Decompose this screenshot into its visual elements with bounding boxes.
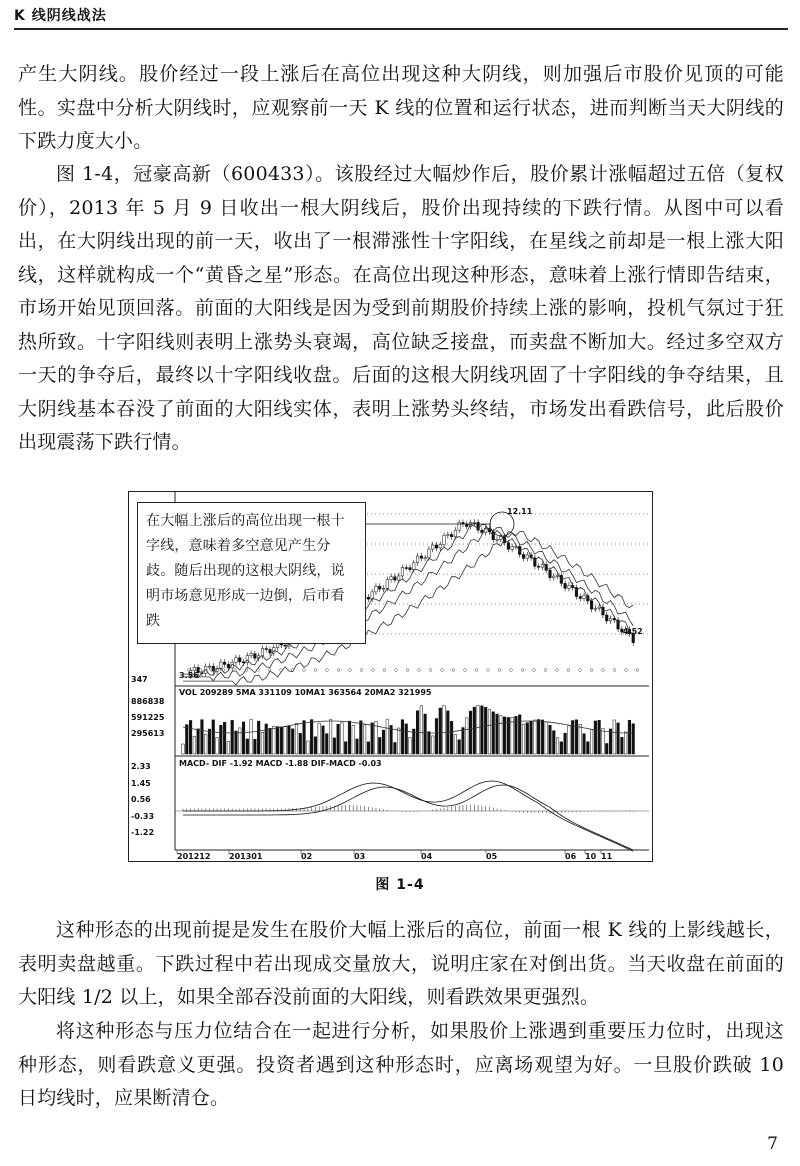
volume-bar [587,742,590,754]
volume-bar [227,741,230,754]
volume-bar [518,715,521,754]
candle-body [265,649,268,650]
event-marker [544,669,547,672]
event-marker [533,669,536,672]
macd-tick-label: 0.56 [131,795,151,804]
event-marker [464,669,467,672]
volume-bar [617,723,620,754]
volume-bar [254,739,257,754]
date-tick-label: 201212 [177,852,211,861]
event-marker [521,669,524,672]
candle-body [549,570,552,577]
volume-bar [223,722,226,754]
volume-bar [307,741,310,754]
macd-tick-label: -1.22 [131,828,155,837]
figure-caption: 图 1-4 [375,877,425,893]
volume-bar [492,712,495,754]
volume-bar [303,721,306,754]
volume-bar [295,723,298,754]
candle-body [564,583,567,588]
volume-bar [265,724,268,754]
event-marker [590,669,593,672]
stock-chart-figure [128,491,653,862]
event-marker [579,669,582,672]
candle-body [246,656,249,663]
volume-bar [443,706,446,754]
volume-bar [552,731,555,754]
candle-body [401,568,404,576]
volume-bar [613,720,616,754]
candle-body [394,577,397,580]
volume-bar [462,728,465,754]
volume-bar [605,743,608,754]
volume-bar [598,720,601,754]
candle-body [605,615,608,621]
volume-bar [363,725,366,754]
candle-body [412,563,415,570]
event-marker [406,669,409,672]
candle-body [242,662,245,663]
candle-body [382,588,385,589]
volume-bar [477,706,480,754]
candle-body [431,545,434,549]
volume-bar [534,720,537,754]
volume-bar [568,725,571,754]
date-tick-label: 201301 [229,852,263,861]
volume-bar [242,722,245,754]
candle-body [526,555,529,558]
event-marker [452,669,455,672]
volume-bar [420,706,423,754]
volume-bar [322,726,325,754]
price-axis-low-tick: 347 [131,675,148,684]
event-marker [429,669,432,672]
paragraph-1: 产生大阴线。股价经过一段上涨后在高位出现这种大阴线，则加强后市股价见顶的可能性。实盘中分析大阴线时，应观察前一天 K 线的位置和运行状态，进而判断当天大阴线的下跌力度大小。 [18,63,784,152]
volume-bar [473,707,476,754]
volume-tick-label: 886838 [131,697,165,706]
page-header [14,0,788,30]
volume-bar [488,709,491,754]
volume-bar [390,725,393,754]
volume-bar [575,720,578,754]
volume-tick-label: 591225 [131,713,165,722]
volume-bar [541,720,544,754]
price-high-label: 12.11 [507,507,533,516]
volume-bar [341,723,344,754]
event-marker [326,669,329,672]
candle-body [227,664,230,668]
candle-body [409,568,412,570]
candle-body [450,534,453,536]
candle-body [261,649,264,656]
candle-body [367,597,370,599]
volume-bar [560,742,563,754]
volume-bar [337,724,340,754]
event-marker [567,669,570,672]
candle-body [416,556,419,563]
volume-bar [182,744,185,754]
volume-bar [522,724,525,754]
candle-body [420,556,423,558]
volume-bar [428,732,431,754]
volume-bar [431,736,434,754]
candle-body [500,537,503,540]
volume-bar [454,735,457,754]
volume-bar [624,732,627,754]
chart-annotation-callout: 在大幅上涨后的高位出现一根十字线，意味着多空意见产生分歧。随后出现的这根大阴线，说明市场意见形成一边倒，后市看跌 [137,502,366,644]
volume-bar [284,727,287,754]
event-marker [349,669,352,672]
volume-bar [325,734,328,754]
volume-bar [185,725,188,754]
volume-bar [537,720,540,754]
candle-body [507,543,510,549]
volume-bar [276,727,279,754]
candle-body [511,547,514,550]
candle-body [223,662,226,664]
volume-bar [397,728,400,754]
volume-tick-label: 295613 [131,729,165,738]
macd-tick-label: -0.33 [131,812,155,821]
candle-body [238,658,241,662]
event-marker [280,669,283,672]
macd-tick-label: 2.33 [131,762,151,771]
macd-dif-line [183,781,633,851]
candle-body [254,654,257,659]
candle-body [443,536,446,545]
volume-legend: VOL 209289 5MA 331109 10MA1 363564 20MA2 321995 [179,688,432,697]
candle-body [556,575,559,576]
volume-bar [201,720,204,754]
macd-panel [131,759,649,851]
volume-bar [500,716,503,754]
candle-body [284,645,287,646]
volume-bar [212,720,215,754]
volume-bar [507,717,510,754]
macd-tick-label: 1.45 [131,779,151,788]
volume-bar [314,737,317,754]
candle-body [439,544,442,548]
volume-bar [556,738,559,754]
volume-bar [484,707,487,754]
volume-bar [235,731,238,754]
volume-bar [280,727,283,754]
event-marker [487,669,490,672]
macd-legend: MACD- DIF -1.92 MACD -1.88 DIF-MACD -0.03 [179,759,382,768]
page-number: 7 [767,1134,778,1154]
volume-bar [409,737,412,754]
volume-bar [530,721,533,754]
volume-bar [382,730,385,754]
event-marker [613,669,616,672]
event-marker [418,669,421,672]
candle-body [208,666,211,667]
event-marker [602,669,605,672]
candle-body [496,539,499,540]
event-marker [268,669,271,672]
volume-bar [220,725,223,754]
volume-bar [594,721,597,754]
volume-bar [344,742,347,754]
candle-body [378,586,381,589]
event-marker [372,669,375,672]
volume-bar [291,729,294,754]
volume-bar [609,729,612,754]
volume-bar [356,739,359,754]
price-bottom-label: 4.52 [623,627,643,636]
candle-body [428,549,431,558]
volume-bar [238,728,241,754]
candle-body [250,654,253,656]
event-marker [498,669,501,672]
volume-bar [549,725,552,754]
date-tick-label: 06 [565,852,577,861]
paragraph-4: 将这种形态与压力位结合在一起进行分析，如果股价上涨遇到重要压力位时，出现这种形态，则看跌意义更强。投资者遇到这种形态时，应离场观望为好。一旦股价跌破 10 日均线时，应果断清仓。 [18,1020,784,1109]
event-marker [441,669,444,672]
volume-bar [412,729,415,754]
candle-body [397,576,400,580]
candle-body [424,558,427,559]
event-marker [556,669,559,672]
volume-bar [250,720,253,754]
volume-bar [583,734,586,754]
date-tick-label: 04 [421,852,433,861]
candle-body [583,596,586,599]
candle-body [568,585,571,588]
volume-bar [545,722,548,754]
volume-bar [511,717,514,754]
header-title: K 线阴线战法 [14,8,107,24]
volume-bar [189,720,192,754]
event-marker [303,669,306,672]
candle-body [545,564,548,570]
event-marker [510,669,513,672]
volume-bar [318,723,321,754]
volume-bar [378,737,381,754]
volume-bar [288,726,291,754]
date-tick-label: 11 [601,852,613,861]
volume-bar [360,721,363,754]
volume-bar [465,718,468,754]
volume-bar [424,714,427,754]
date-tick-label: 02 [301,852,313,861]
volume-bar [564,733,567,754]
volume-bar [257,721,260,754]
volume-bar [579,724,582,754]
date-tick-label: 05 [486,852,498,861]
event-marker [625,669,628,672]
volume-bar [458,740,461,754]
volume-bar [602,729,605,754]
volume-panel [131,688,635,754]
volume-bar [628,720,631,754]
volume-bar [204,734,207,754]
event-marker [395,669,398,672]
candle-body [522,555,525,559]
event-marker [360,669,363,672]
volume-bar [632,724,635,754]
candle-body [447,534,450,535]
candle-body [220,662,223,668]
candle-body [435,545,438,548]
volume-bar [367,742,370,754]
volume-bar [269,728,272,754]
event-marker [383,669,386,672]
volume-bar [401,720,404,754]
volume-bar [246,739,249,754]
volume-bar [435,719,438,754]
candle-body [609,618,612,621]
candle-body [235,658,238,663]
date-axis [177,850,613,861]
volume-bar [329,720,332,754]
volume-bar [299,733,302,754]
volume-bar [371,723,374,754]
candle-body [375,586,378,592]
event-marker [337,669,340,672]
volume-bar [439,708,442,754]
candle-body [598,607,601,608]
event-marker [475,669,478,672]
candle-body [537,566,540,567]
volume-bar [261,732,264,754]
volume-bar [526,723,529,754]
volume-bar [333,738,336,754]
candle-body [473,522,476,523]
candle-body [454,530,457,537]
volume-bar [450,721,453,754]
volume-bar [273,726,276,754]
volume-bar [193,736,196,754]
volume-bar [469,711,472,754]
volume-bar [590,729,593,754]
candle-body [481,530,484,532]
volume-bar [348,721,351,754]
candle-body [386,580,389,589]
paragraph-3: 这种形态的出现前提是发生在股价大幅上涨后的高位，前面一根 K 线的上影线越长，表明卖盘越重。下跌过程中若出现成交量放大，说明庄家在对倒出货。当天收盘在前面的大阳线 1/2 以上，如果全部吞没前面的大阳线，则看跌效果更强烈。 [18,919,784,1008]
volume-bar [216,737,219,754]
volume-bar [405,724,408,754]
date-tick-label: 03 [354,852,366,861]
candle-body [590,601,593,609]
volume-bar [621,737,624,754]
price-low-label: 3.56 [179,671,199,680]
paragraph-2: 图 1-4，冠豪高新（600433）。该股经过大幅炒作后，股价累计涨幅超过五倍（复权价），2013 年 5 月 9 日收出一根大阴线后，股价出现持续的下跌行情。从图中可以看出，在大阴线出现的前一天，收出了一根滞涨性十字阳线，在星线之前却是一根上涨大阳线，这样就构成一个“黄昏之星”形态。在高位出现这种形态，意味着上涨行情即告结束，市场开始见顶回落。前面的大阳线是因为受到前期股价持续上涨的影响，投机气氛过于狂热所致。十字阳线则表明上涨势头衰竭，高位缺乏接盘，而卖盘不断加大。经过多空双方一天的争夺后，最终以十字阳线收盘。后面的这根大阴线巩固了十字阳线的争夺结果，且大阴线基本吞没了前面的大阳线实体，表明上涨势头终结，市场发出看跌信号，此后股价出现震荡下跌行情。 [18,163,784,453]
volume-bar [310,720,313,754]
candle-body [552,576,555,578]
volume-bar [231,720,234,754]
volume-bar [496,714,499,754]
candle-body [390,577,393,580]
volume-bar [481,706,484,754]
volume-bar [394,742,397,754]
event-marker [636,669,639,672]
volume-bar [352,726,355,754]
volume-bar [197,729,200,754]
candle-body [594,608,597,609]
date-tick-label: 10 [585,852,597,861]
candle-body [579,597,582,599]
candle-body [405,568,408,569]
candle-body [269,649,272,653]
volume-bar [386,720,389,754]
event-marker [314,669,317,672]
candle-body [541,564,544,567]
volume-bar [208,729,211,754]
